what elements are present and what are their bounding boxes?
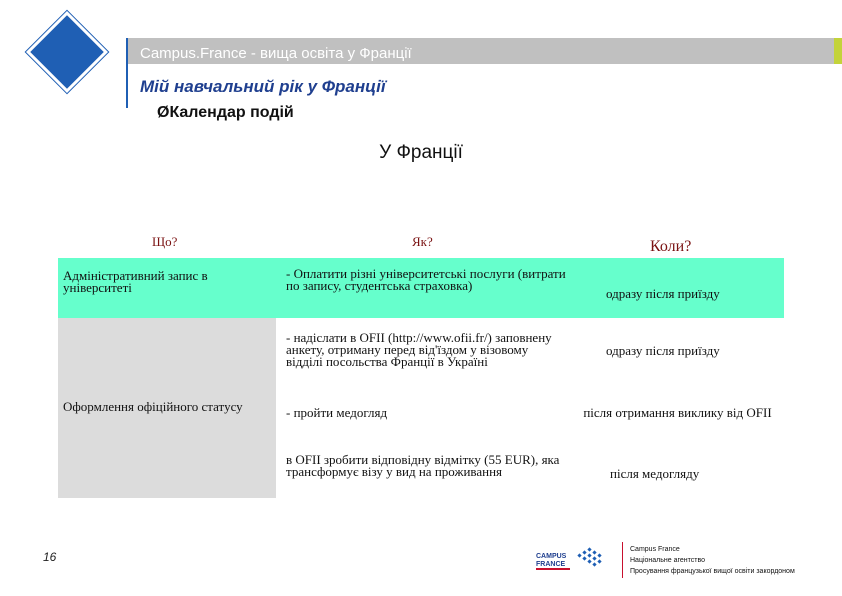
logo-dots: [577, 547, 601, 566]
table-cell-what-3: Оформлення офіційного статусу: [63, 399, 243, 414]
table-cell-when-4: після медогляду: [610, 466, 700, 481]
logo-word-france: FRANCE: [536, 561, 566, 568]
column-header-how: Як?: [412, 234, 433, 249]
page-title: У Франції: [379, 142, 463, 163]
table-cell-how-3: - пройти медогляд: [286, 405, 388, 420]
diamond-logo-icon: [26, 11, 108, 93]
campus-france-logo-icon: [534, 546, 614, 574]
logo-red-bar: [536, 568, 570, 570]
table-cell-when-2: одразу після приїзду: [606, 343, 720, 358]
table-cell-what-1: Адміністративний запис в університеті: [63, 268, 208, 295]
table-cell-how-2: - надіслати в OFII (http://www.ofii.fr/) заповнену анкету, отриману перед від'їздом у візовому відділі посольства Франції в Україні: [286, 330, 552, 369]
table-cell-when-1: одразу після приїзду: [606, 286, 720, 301]
bullet-heading: ØКалендар подій: [157, 104, 294, 121]
logo-word-campus: CAMPUS: [536, 553, 567, 560]
top-title: Campus.France - вища освіта у Франції: [140, 45, 412, 62]
table-cell-how-4: в OFII зробити відповідну відмітку (55 EUR), яка трансформує візу у вид на проживання: [286, 452, 560, 479]
page-number: 16: [43, 550, 57, 564]
table-cell-how-1: - Оплатити різні університетські послуги (витрати по запису, студентська страховка): [286, 266, 566, 293]
footer-org-line3: Просування французької вищої освіти закордоном: [630, 568, 795, 575]
title-bar-accent: [834, 38, 842, 64]
subtitle: Мій навчальний рік у Франції: [140, 77, 386, 96]
footer-org-name: Campus France: [630, 546, 680, 553]
footer-divider: [622, 542, 623, 578]
column-header-when: Коли?: [650, 238, 692, 255]
header-divider: [126, 38, 128, 108]
table-cell-when-3: після отримання виклику від OFII: [583, 405, 772, 420]
column-header-what: Що?: [152, 234, 178, 249]
footer-org-line2: Національне агентство: [630, 557, 706, 564]
